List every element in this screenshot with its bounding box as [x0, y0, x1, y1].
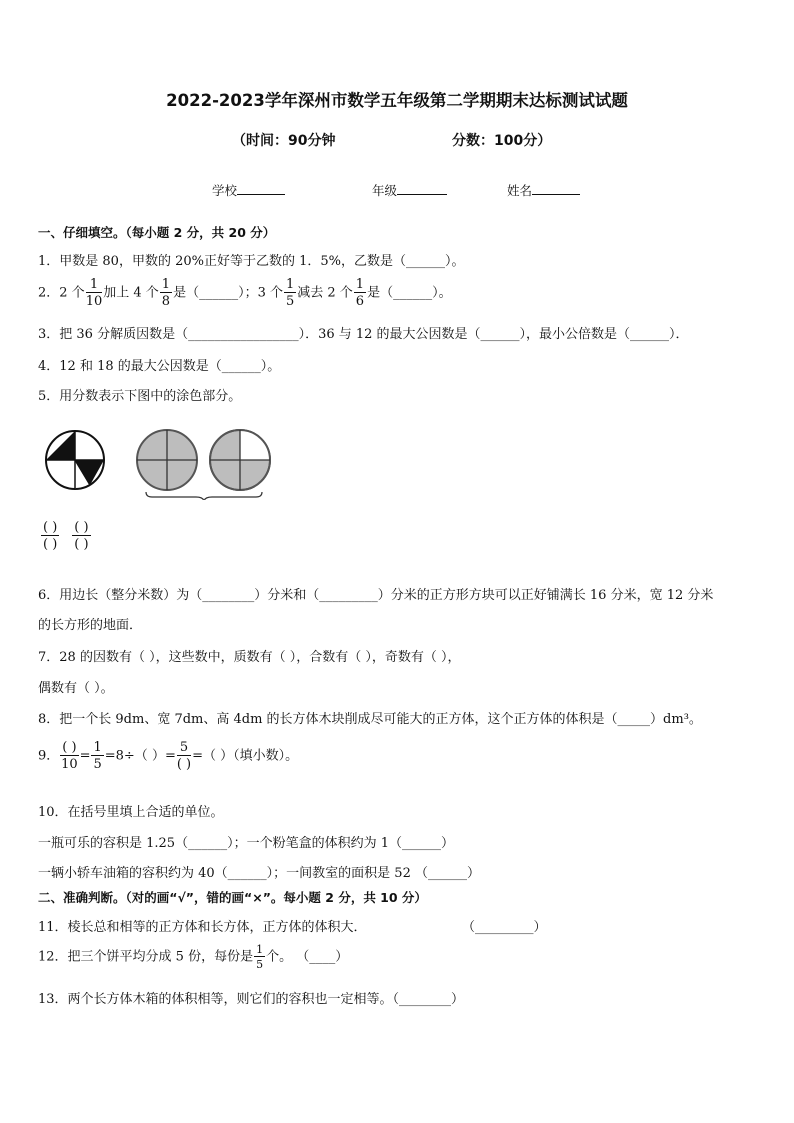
name-field — [507, 181, 580, 199]
q5-answer-1: $\frac{( )}{( )}$ — [43, 520, 58, 552]
q5-answers — [40, 521, 92, 551]
question-6-line2: 的长方形的地面． — [38, 618, 143, 633]
q2-fraction-1: $\frac{1}{10}$ — [85, 277, 103, 309]
question-11-blank: （_________） — [462, 920, 547, 935]
q2-fraction-4: $\frac{1}{6}$ — [355, 277, 365, 309]
quartered-circle-icon — [46, 431, 104, 489]
q9-equals: = — [79, 748, 91, 764]
question-8: 8．把一个长 9dm、宽 7dm、高 4dm 的长方体木块削成尽可能大的正方体，这个正方体的体积是（_____）dm³。 — [38, 712, 702, 727]
q12-text-b: 个。 （____） — [266, 949, 349, 965]
question-12 — [38, 944, 348, 970]
brace-icon — [146, 492, 262, 500]
section1-heading: 一、仔细填空。（每小题 2 分，共 20 分） — [38, 225, 276, 240]
question-6-line1: 6．用边长（整分米数）为（________）分米和（_________）分米的正方形方块可以正好铺满长 16 分米，宽 12 分米 — [38, 588, 714, 603]
question-2 — [38, 278, 452, 308]
question-7-line2: 偶数有（ ）。 — [38, 681, 114, 696]
q9-text-end: =（ ）（填小数）。 — [192, 748, 299, 764]
q9-text-mid: =8÷（ ）= — [104, 748, 176, 764]
q9-label: 9． — [38, 748, 60, 764]
name-blank — [532, 182, 580, 195]
school-blank — [237, 182, 285, 195]
q2-text-c: 是（______）；3 个 — [173, 285, 283, 301]
three-quarter-shaded-circle-icon — [210, 430, 270, 490]
q9-fraction-2: $\frac{1}{5}$ — [93, 740, 102, 772]
name-label: 姓名 — [507, 183, 533, 198]
exam-score: 分数：100分） — [452, 133, 552, 149]
question-10-a: 一瓶可乐的容积是 1.25（______）；一个粉笔盒的体积约为 1（______） — [38, 836, 454, 851]
question-4: 4．12 和 18 的最大公因数是（______）。 — [38, 359, 281, 374]
question-13: 13．两个长方体木箱的体积相等，则它们的容积也一定相等。（________） — [38, 992, 465, 1007]
full-shaded-circle-icon — [137, 430, 197, 490]
exam-time: （时间：90分钟 — [232, 133, 336, 149]
q5-answer-2: $\frac{( )}{( )}$ — [74, 520, 89, 552]
q12-fraction: $\frac{1}{5}$ — [256, 943, 264, 971]
question-11: 11．棱长总和相等的正方体和长方体，正方体的体积大． — [38, 920, 367, 935]
question-10: 10．在括号里填上合适的单位。 — [38, 805, 224, 820]
q9-fraction-3: $\frac{5}{( )}$ — [176, 740, 192, 772]
question-1: 1．甲数是 80，甲数的 20%正好等于乙数的 1．5%，乙数是（______）。 — [38, 254, 465, 269]
question-10-b: 一辆小轿车油箱的容积约为 40（______）；一间教室的面积是 52 （______） — [38, 866, 480, 881]
q12-text-a: 12．把三个饼平均分成 5 份，每份是 — [38, 949, 254, 965]
q2-fraction-2: $\frac{1}{8}$ — [161, 277, 171, 309]
school-field — [212, 181, 285, 199]
question-3: 3．把 36 分解质因数是（_________________）．36 与 12 的最大公因数是（______），最小公倍数是（______）． — [38, 327, 689, 342]
q2-text-e: 是（______）。 — [367, 285, 452, 301]
q5-figure — [40, 420, 280, 500]
page-title: 2022-2023学年深州市数学五年级第二学期期末达标测试试题 — [166, 91, 628, 110]
question-9 — [38, 741, 298, 771]
question-5: 5．用分数表示下图中的涂色部分。 — [38, 389, 242, 404]
grade-field — [372, 181, 447, 199]
question-7-line1: 7．28 的因数有（ ），这些数中，质数有（ ），合数有（ ），奇数有（ ）， — [38, 650, 461, 665]
q2-text-d: 减去 2 个 — [297, 285, 353, 301]
section2-heading: 二、准确判断。（对的画“√”，错的画“×”。每小题 2 分，共 10 分） — [38, 890, 427, 905]
school-label: 学校 — [212, 183, 238, 198]
grade-blank — [397, 182, 447, 195]
q2-text-b: 加上 4 个 — [103, 285, 159, 301]
q2-text-a: 2．2 个 — [38, 285, 85, 301]
q2-fraction-3: $\frac{1}{5}$ — [285, 277, 295, 309]
grade-label: 年级 — [372, 183, 398, 198]
q9-fraction-1: $\frac{( )}{10}$ — [61, 740, 78, 772]
